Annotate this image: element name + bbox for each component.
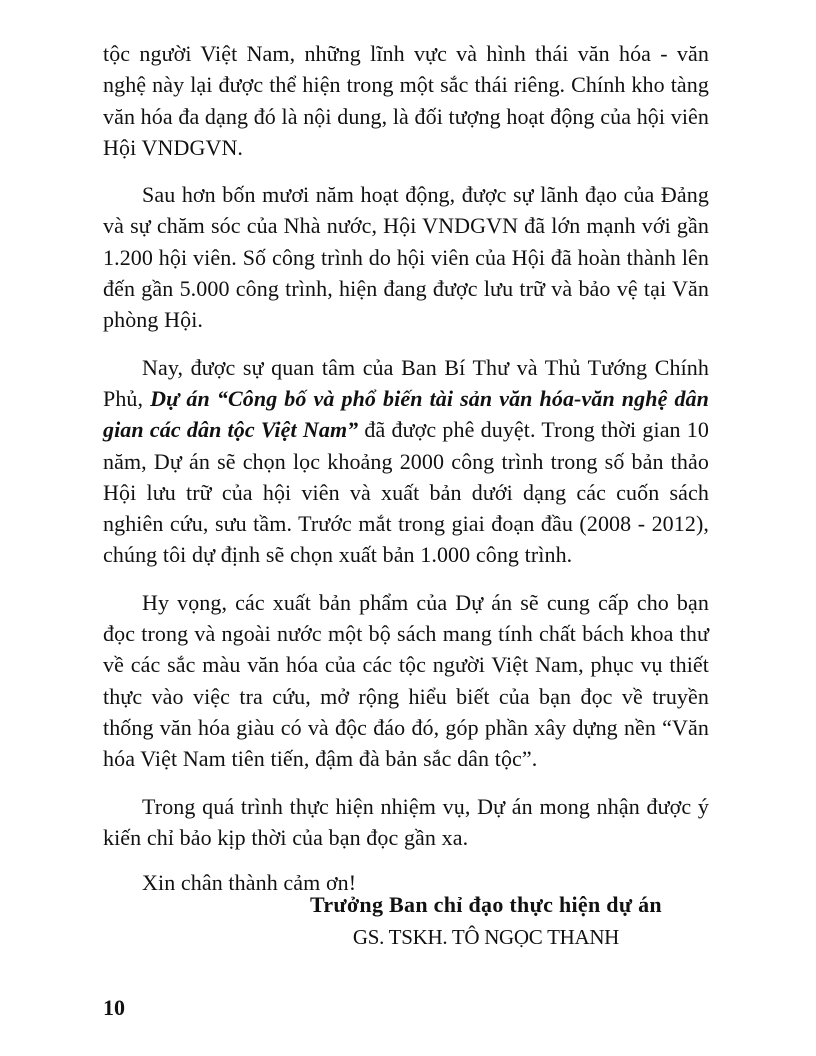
paragraph-hope: Hy vọng, các xuất bản phẩm của Dự án sẽ cung cấp cho bạn đọc trong và ngoài nước một bộ sách mang tính chất bách khoa thư về các sắc màu văn hóa của các tộc người Việt Nam, phục vụ thiết thực vào việc tra cứu, mở rộng hiểu biết của bạn đọc về truyền thống văn hóa giàu có và độc đáo đó, góp phần xây dựng nền “Văn hóa Việt Nam tiên tiến, đậm đà bản sắc dân tộc”. <box>103 589 709 772</box>
body-text <box>103 38 709 914</box>
paragraph-association-growth: Sau hơn bốn mươi năm hoạt động, được sự lãnh đạo của Đảng và sự chăm sóc của Nhà nước, Hội VNDGVN đã lớn mạnh với gần 1.200 hội viên. Số công trình do hội viên của Hội đã hoàn thành lên đến gần 5.000 công trình, hiện đang được lưu trữ và bảo vệ tại Văn phòng Hội. <box>103 182 709 333</box>
signature-name: GS. TSKH. TÔ NGỌC THANH <box>352 925 620 949</box>
signature-role: Trưởng Ban chỉ đạo thực hiện dự án <box>310 892 662 917</box>
project-intro-text: Nay, được sự quan tâm của Ban Bí Thư và Thủ Tướng Chính Phủ, <box>103 354 709 411</box>
paragraph-thanks: Xin chân thành cảm ơn! <box>142 870 357 896</box>
signature-block <box>276 888 696 954</box>
paragraph-feedback: Trong quá trình thực hiện nhiệm vụ, Dự án mong nhận được ý kiến chỉ bảo kịp thời của bạn đọc gần xa. <box>103 793 709 850</box>
paragraph-continuation: tộc người Việt Nam, những lĩnh vực và hình thái văn hóa - văn nghệ này lại được thể hiện trong một sắc thái riêng. Chính kho tàng văn hóa đa dạng đó là nội dung, là đối tượng hoạt động của hội viên Hội VNDGVN. <box>103 41 709 160</box>
paragraph-project-approval <box>103 352 709 571</box>
project-title: Dự án “Công bố và phổ biến tài sản văn hóa-văn nghệ dân gian các dân tộc Việt Nam” <box>103 385 709 443</box>
page-number: 10 <box>103 995 125 1020</box>
project-details-text: đã được phê duyệt. Trong thời gian 10 năm, Dự án sẽ chọn lọc khoảng 2000 công trình trong số bản thảo Hội lưu trữ của hội viên và xuất bản dưới dạng các cuốn sách nghiên cứu, sưu tầm. Trước mắt trong giai đoạn đầu (2008 - 2012), chúng tôi dự định sẽ chọn xuất bản 1.000 công trình. <box>103 417 710 568</box>
